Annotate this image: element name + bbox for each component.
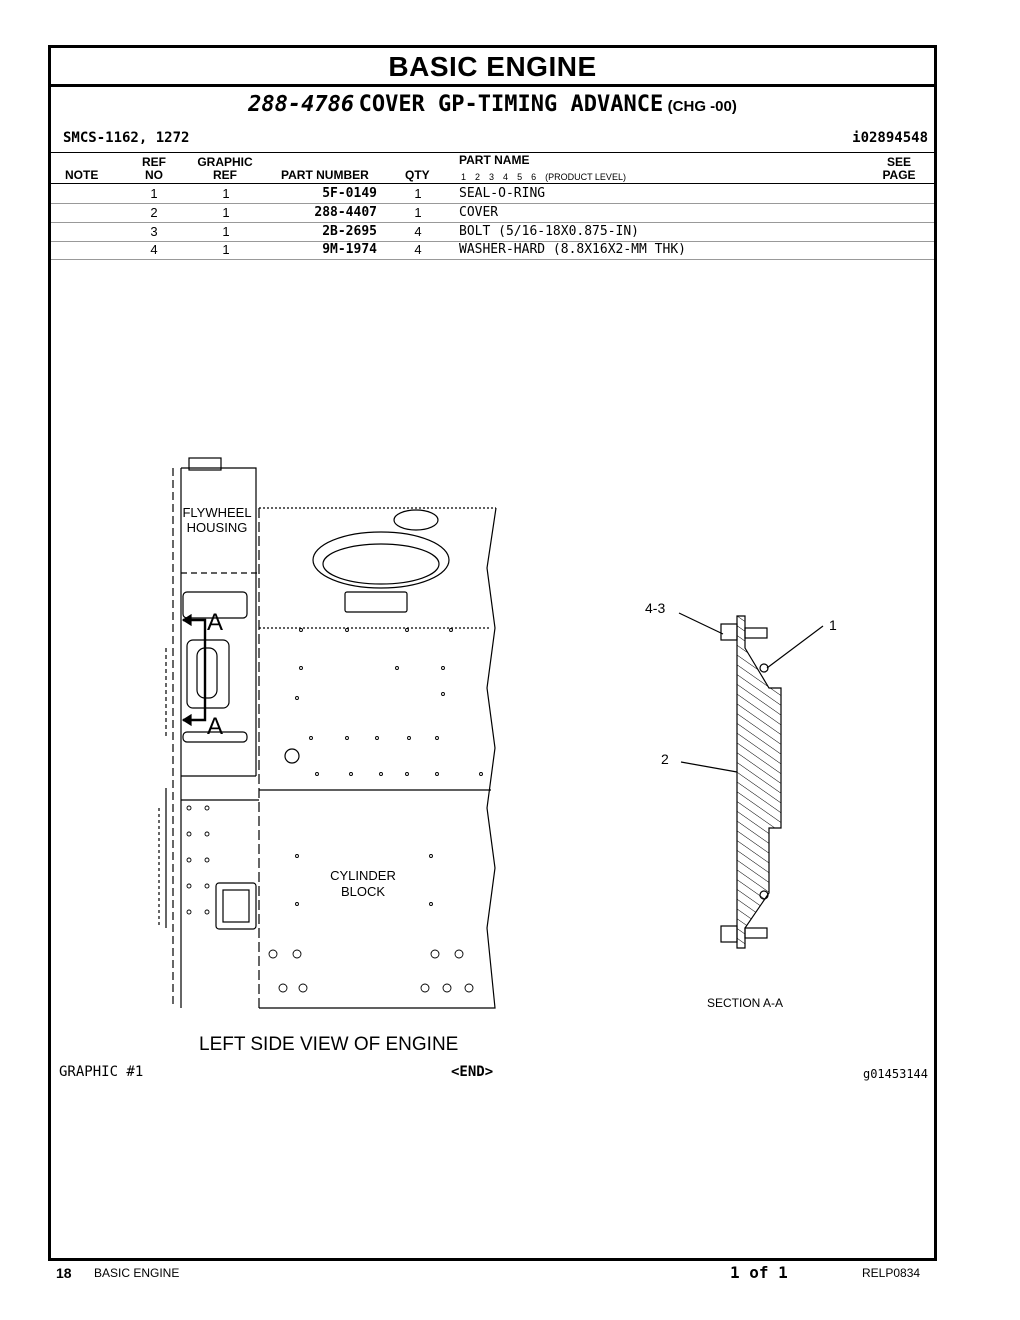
part-name: COVER: [459, 205, 499, 220]
ref-no: 2: [150, 205, 158, 220]
footer-page-of: 1 of 1: [730, 1263, 788, 1282]
parts-illustration: [51, 48, 934, 1058]
quantity: 1: [414, 186, 422, 201]
view-label: LEFT SIDE VIEW OF ENGINE: [199, 1034, 459, 1055]
level-4: 4: [503, 172, 509, 182]
footer-page-number: 18: [56, 1265, 72, 1281]
graphic-ref: 1: [222, 224, 230, 239]
change-level: (CHG -00): [667, 98, 737, 115]
col-see-bottom: PAGE: [882, 168, 916, 182]
footer-publication: RELP0834: [862, 1266, 921, 1280]
section-marker-bottom: A: [207, 713, 224, 740]
graphic-id: g01453144: [862, 1067, 928, 1081]
col-part-name: PART NAME: [459, 153, 530, 167]
document-id: i02894548: [852, 130, 928, 146]
footer-section: BASIC ENGINE: [94, 1266, 180, 1280]
level-1: 1: [461, 172, 467, 182]
part-name: WASHER-HARD (8.8X16X2-MM THK): [459, 242, 686, 257]
cover-section: [737, 616, 781, 948]
callout-1: 1: [829, 617, 837, 633]
flywheel-label-2: HOUSING: [186, 520, 248, 535]
part-name: BOLT (5/16-18X0.875-IN): [459, 224, 640, 239]
quantity: 4: [414, 242, 422, 257]
o-ring-top: [760, 664, 768, 672]
part-number: 288-4407: [314, 205, 377, 220]
cylinder-label-2: BLOCK: [340, 884, 386, 899]
part-number: 9M-1974: [322, 242, 377, 257]
level-2: 2: [475, 172, 481, 182]
graphic-ref: 1: [222, 186, 230, 201]
bolt-head-top: [721, 624, 737, 640]
ref-no: 4: [150, 242, 158, 257]
bolt-head-bottom: [721, 926, 737, 942]
page-frame: [48, 45, 937, 1261]
col-note: NOTE: [65, 168, 99, 182]
product-level-label: (PRODUCT LEVEL): [545, 172, 626, 182]
graphic-ref: 1: [222, 242, 230, 257]
col-graphic-bottom: REF: [213, 168, 237, 182]
ref-no: 3: [150, 224, 158, 239]
section-arrow-icon: [183, 715, 191, 725]
graphic-ref: 1: [222, 205, 230, 220]
section-marker-top: A: [207, 609, 224, 636]
level-5: 5: [517, 172, 523, 182]
smcs-codes: SMCS-1162, 1272: [63, 130, 190, 146]
group-part-name: COVER GP-TIMING ADVANCE: [358, 92, 664, 117]
quantity: 4: [414, 224, 422, 239]
section-title: BASIC ENGINE: [388, 51, 597, 82]
section-cut-line: [183, 620, 205, 720]
level-6: 6: [531, 172, 537, 182]
section-a-a-label: SECTION A-A: [707, 996, 784, 1010]
callout-2: 2: [661, 751, 669, 767]
callout-4-3: 4-3: [645, 600, 666, 616]
part-number: 2B-2695: [322, 224, 377, 239]
part-number: 5F-0149: [322, 186, 377, 201]
col-qty: QTY: [405, 168, 430, 182]
end-marker: <END>: [451, 1064, 494, 1080]
cylinder-label-1: CYLINDER: [330, 868, 396, 883]
graphic-label: GRAPHIC #1: [59, 1064, 144, 1080]
col-ref-top: REF: [142, 155, 166, 169]
quantity: 1: [414, 205, 422, 220]
flywheel-label-1: FLYWHEEL: [182, 505, 252, 520]
col-see-top: SEE: [886, 155, 911, 169]
col-ref-bottom: NO: [145, 168, 163, 182]
col-graphic-top: GRAPHIC: [197, 155, 253, 169]
group-part-number: 288-4786: [248, 92, 355, 117]
level-3: 3: [489, 172, 495, 182]
part-name: SEAL-O-RING: [459, 186, 546, 201]
ref-no: 1: [150, 186, 158, 201]
col-part-number: PART NUMBER: [281, 168, 369, 182]
